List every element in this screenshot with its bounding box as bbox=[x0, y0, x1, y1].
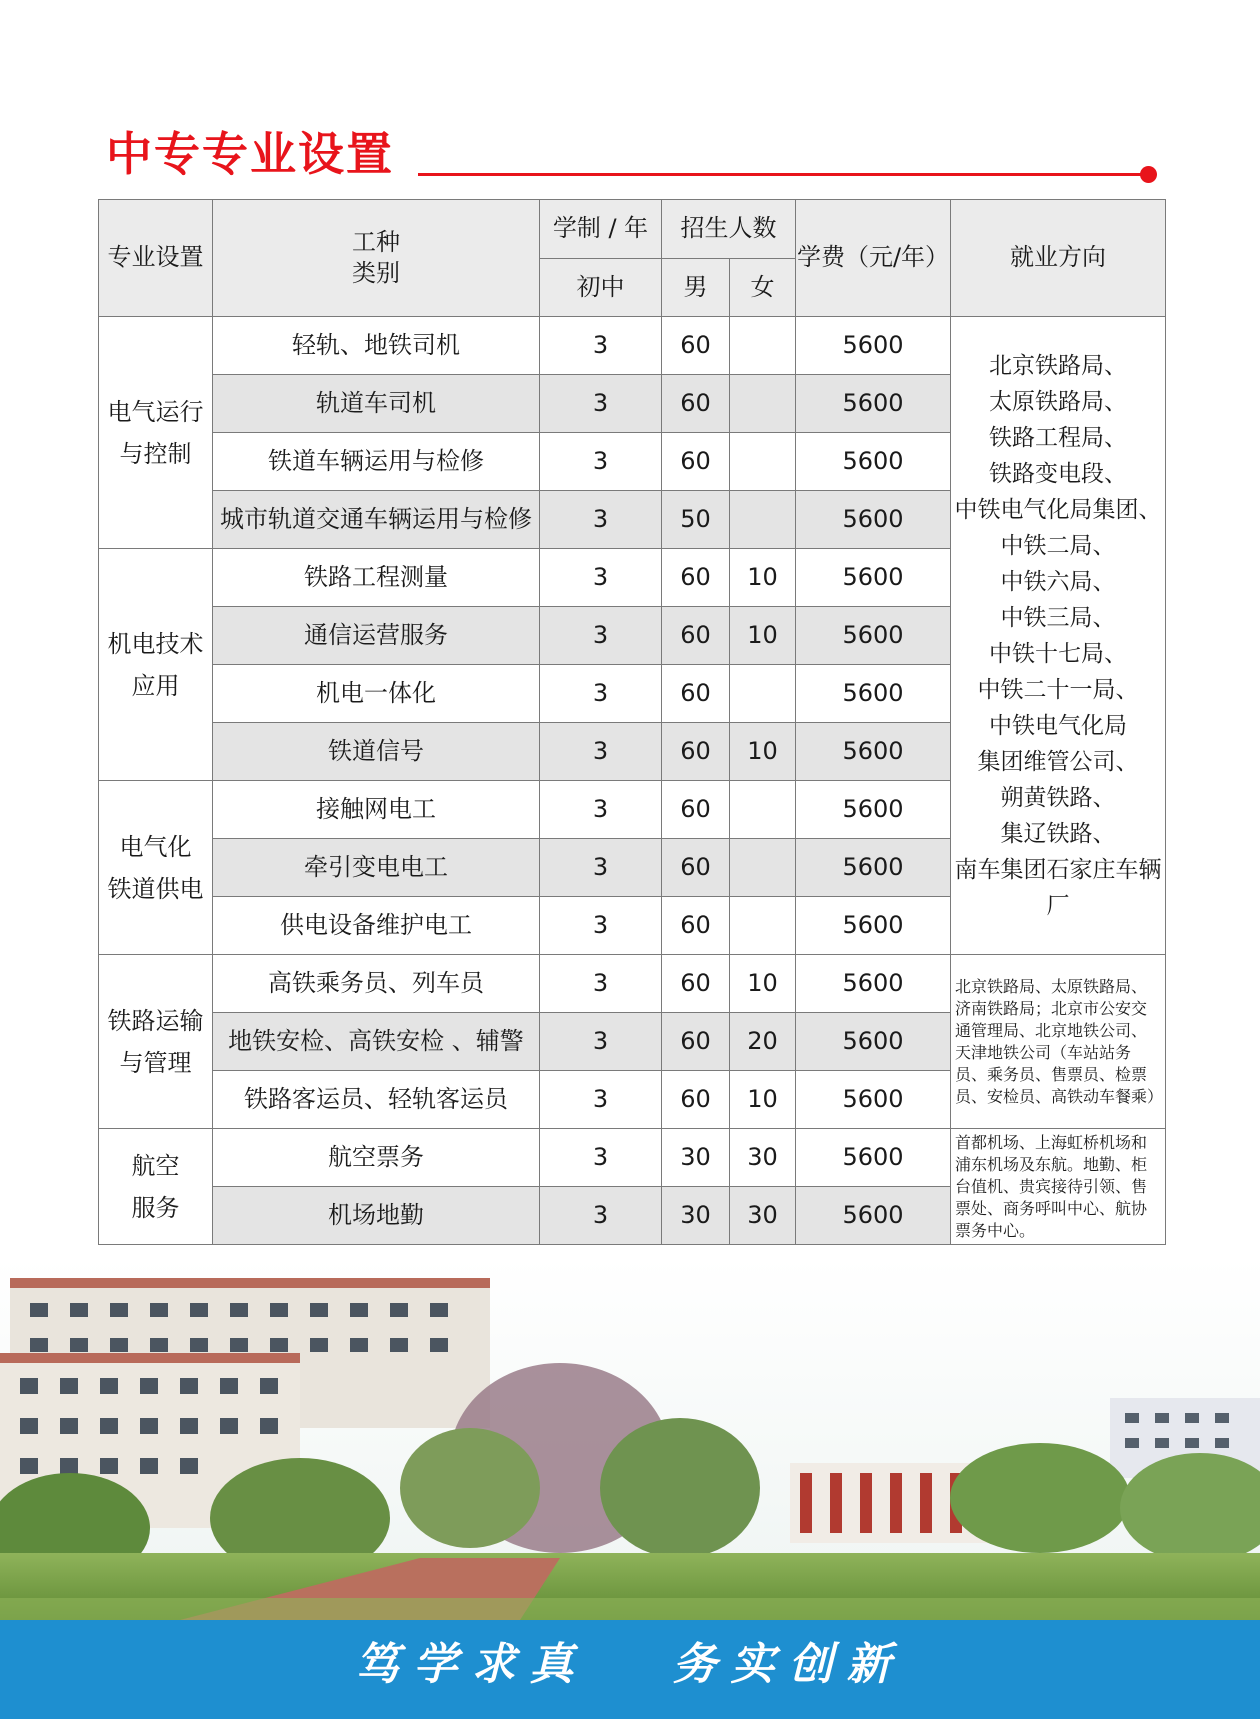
male-count-cell: 60 bbox=[662, 955, 730, 1013]
fee-cell: 5600 bbox=[796, 781, 951, 839]
fee-cell: 5600 bbox=[796, 1129, 951, 1187]
job-cell: 高铁乘务员、列车员 bbox=[213, 955, 540, 1013]
male-count-cell: 30 bbox=[662, 1129, 730, 1187]
years-cell: 3 bbox=[540, 955, 662, 1013]
male-count-cell: 50 bbox=[662, 491, 730, 549]
female-count-cell bbox=[730, 781, 796, 839]
male-count-cell: 60 bbox=[662, 781, 730, 839]
male-count-cell: 60 bbox=[662, 433, 730, 491]
header-female: 女 bbox=[730, 259, 796, 317]
female-count-cell: 10 bbox=[730, 607, 796, 665]
female-count-cell: 10 bbox=[730, 723, 796, 781]
male-count-cell: 60 bbox=[662, 375, 730, 433]
employment-line: 中铁六局、 bbox=[1000, 568, 1116, 595]
job-cell: 城市轨道交通车辆运用与检修 bbox=[213, 491, 540, 549]
employment-line: 集团维管公司、 bbox=[977, 748, 1139, 775]
female-count-cell: 10 bbox=[730, 1071, 796, 1129]
employment-aviation: 首都机场、上海虹桥机场和浦东机场及东航。地勤、柜台值机、贵宾接待引领、售票处、商务呼叫中心、航协票务中心。 bbox=[951, 1129, 1166, 1245]
major-name bbox=[99, 955, 213, 1129]
header-male: 男 bbox=[662, 259, 730, 317]
job-cell: 铁道车辆运用与检修 bbox=[213, 433, 540, 491]
female-count-cell: 30 bbox=[730, 1187, 796, 1245]
fee-cell: 5600 bbox=[796, 839, 951, 897]
years-cell: 3 bbox=[540, 433, 662, 491]
fee-cell: 5600 bbox=[796, 549, 951, 607]
years-cell: 3 bbox=[540, 839, 662, 897]
header-enroll: 招生人数 bbox=[662, 200, 796, 259]
fee-cell: 5600 bbox=[796, 433, 951, 491]
table-row bbox=[99, 317, 1166, 375]
female-count-cell bbox=[730, 317, 796, 375]
employment-line: 中铁二局、 bbox=[1000, 532, 1116, 559]
title-dot bbox=[1140, 166, 1157, 183]
employment-line: 北京铁路局、 bbox=[989, 352, 1127, 379]
job-cell: 轻轨、地铁司机 bbox=[213, 317, 540, 375]
female-count-cell: 20 bbox=[730, 1013, 796, 1071]
male-count-cell: 60 bbox=[662, 607, 730, 665]
fee-cell: 5600 bbox=[796, 375, 951, 433]
major-name-line2: 应用 bbox=[131, 671, 180, 700]
female-count-cell: 30 bbox=[730, 1129, 796, 1187]
male-count-cell: 60 bbox=[662, 665, 730, 723]
job-cell: 机场地勤 bbox=[213, 1187, 540, 1245]
major-name-line2: 与管理 bbox=[119, 1048, 192, 1077]
campus-photo bbox=[0, 1258, 1260, 1620]
job-cell: 牵引变电电工 bbox=[213, 839, 540, 897]
major-name-line2: 铁道供电 bbox=[107, 874, 204, 903]
job-cell: 铁道信号 bbox=[213, 723, 540, 781]
employment-line: 中铁十七局、 bbox=[989, 640, 1127, 667]
male-count-cell: 60 bbox=[662, 317, 730, 375]
title-underline bbox=[418, 173, 1148, 176]
job-cell: 航空票务 bbox=[213, 1129, 540, 1187]
job-cell: 通信运营服务 bbox=[213, 607, 540, 665]
fee-cell: 5600 bbox=[796, 1013, 951, 1071]
major-name-line1: 铁路运输 bbox=[107, 1006, 204, 1035]
female-count-cell bbox=[730, 897, 796, 955]
header-duration: 学制 / 年 bbox=[540, 200, 662, 259]
header-major: 专业设置 bbox=[99, 200, 213, 317]
fee-cell: 5600 bbox=[796, 897, 951, 955]
employment-line: 集辽铁路、 bbox=[1000, 820, 1116, 847]
employment-line: 中铁电气化局 bbox=[989, 712, 1127, 739]
header-fee: 学费（元/年） bbox=[796, 200, 951, 317]
header-employment: 就业方向 bbox=[951, 200, 1166, 317]
slogan-left: 笃学求真 bbox=[355, 1639, 588, 1690]
job-cell: 地铁安检、高铁安检 、辅警 bbox=[213, 1013, 540, 1071]
fee-cell: 5600 bbox=[796, 1071, 951, 1129]
table-row bbox=[99, 955, 1166, 1013]
employment-line: 中铁电气化局集团、 bbox=[954, 496, 1162, 523]
employment-line: 铁路工程局、 bbox=[989, 424, 1127, 451]
years-cell: 3 bbox=[540, 665, 662, 723]
female-count-cell bbox=[730, 665, 796, 723]
major-name-line1: 电气化 bbox=[119, 832, 192, 861]
female-count-cell bbox=[730, 491, 796, 549]
years-cell: 3 bbox=[540, 1071, 662, 1129]
fee-cell: 5600 bbox=[796, 665, 951, 723]
years-cell: 3 bbox=[540, 1187, 662, 1245]
employment-railway-transport: 北京铁路局、太原铁路局、济南铁路局；北京市公安交通管理局、北京地铁公司、天津地铁公司（车站站务员、乘务员、售票员、检票员、安检员、高铁动车餐乘） bbox=[951, 955, 1166, 1129]
header-type-line1: 工种 bbox=[352, 227, 400, 256]
employment-line: 铁路变电段、 bbox=[989, 460, 1127, 487]
male-count-cell: 60 bbox=[662, 1013, 730, 1071]
years-cell: 3 bbox=[540, 491, 662, 549]
job-cell: 接触网电工 bbox=[213, 781, 540, 839]
majors-table bbox=[98, 199, 1166, 1245]
major-name bbox=[99, 781, 213, 955]
fee-cell: 5600 bbox=[796, 607, 951, 665]
major-name-line2: 与控制 bbox=[119, 439, 192, 468]
fee-cell: 5600 bbox=[796, 491, 951, 549]
header-type-line2: 类别 bbox=[352, 259, 400, 287]
major-name-line1: 航空 bbox=[131, 1151, 180, 1180]
male-count-cell: 30 bbox=[662, 1187, 730, 1245]
job-cell: 机电一体化 bbox=[213, 665, 540, 723]
years-cell: 3 bbox=[540, 723, 662, 781]
employment-line: 中铁三局、 bbox=[1000, 604, 1116, 631]
slogan bbox=[0, 1628, 1260, 1692]
years-cell: 3 bbox=[540, 1129, 662, 1187]
years-cell: 3 bbox=[540, 375, 662, 433]
fee-cell: 5600 bbox=[796, 317, 951, 375]
major-name bbox=[99, 317, 213, 549]
male-count-cell: 60 bbox=[662, 723, 730, 781]
employment-line: 南车集团石家庄车辆厂 bbox=[954, 856, 1162, 919]
table-row bbox=[99, 1129, 1166, 1187]
years-cell: 3 bbox=[540, 607, 662, 665]
female-count-cell: 10 bbox=[730, 955, 796, 1013]
major-name-line1: 电气运行 bbox=[107, 397, 204, 426]
male-count-cell: 60 bbox=[662, 549, 730, 607]
slogan-right: 务实创新 bbox=[672, 1639, 905, 1690]
male-count-cell: 60 bbox=[662, 897, 730, 955]
major-name-line1: 机电技术 bbox=[107, 629, 204, 658]
employment-line: 太原铁路局、 bbox=[989, 388, 1127, 415]
page-title: 中专专业设置 bbox=[106, 127, 394, 181]
job-cell: 供电设备维护电工 bbox=[213, 897, 540, 955]
fee-cell: 5600 bbox=[796, 955, 951, 1013]
male-count-cell: 60 bbox=[662, 839, 730, 897]
header-type bbox=[213, 200, 540, 317]
years-cell: 3 bbox=[540, 317, 662, 375]
years-cell: 3 bbox=[540, 781, 662, 839]
female-count-cell: 10 bbox=[730, 549, 796, 607]
major-name-line2: 服务 bbox=[131, 1193, 180, 1222]
job-cell: 铁路客运员、轻轨客运员 bbox=[213, 1071, 540, 1129]
major-name bbox=[99, 549, 213, 781]
female-count-cell bbox=[730, 839, 796, 897]
major-name bbox=[99, 1129, 213, 1245]
years-cell: 3 bbox=[540, 1013, 662, 1071]
job-cell: 铁路工程测量 bbox=[213, 549, 540, 607]
employment-rail bbox=[951, 317, 1166, 955]
employment-line: 朔黄铁路、 bbox=[1000, 784, 1116, 811]
job-cell: 轨道车司机 bbox=[213, 375, 540, 433]
fee-cell: 5600 bbox=[796, 1187, 951, 1245]
years-cell: 3 bbox=[540, 549, 662, 607]
male-count-cell: 60 bbox=[662, 1071, 730, 1129]
fee-cell: 5600 bbox=[796, 723, 951, 781]
female-count-cell bbox=[730, 433, 796, 491]
header-duration-sub: 初中 bbox=[540, 259, 662, 317]
employment-line: 中铁二十一局、 bbox=[977, 676, 1139, 703]
female-count-cell bbox=[730, 375, 796, 433]
years-cell: 3 bbox=[540, 897, 662, 955]
